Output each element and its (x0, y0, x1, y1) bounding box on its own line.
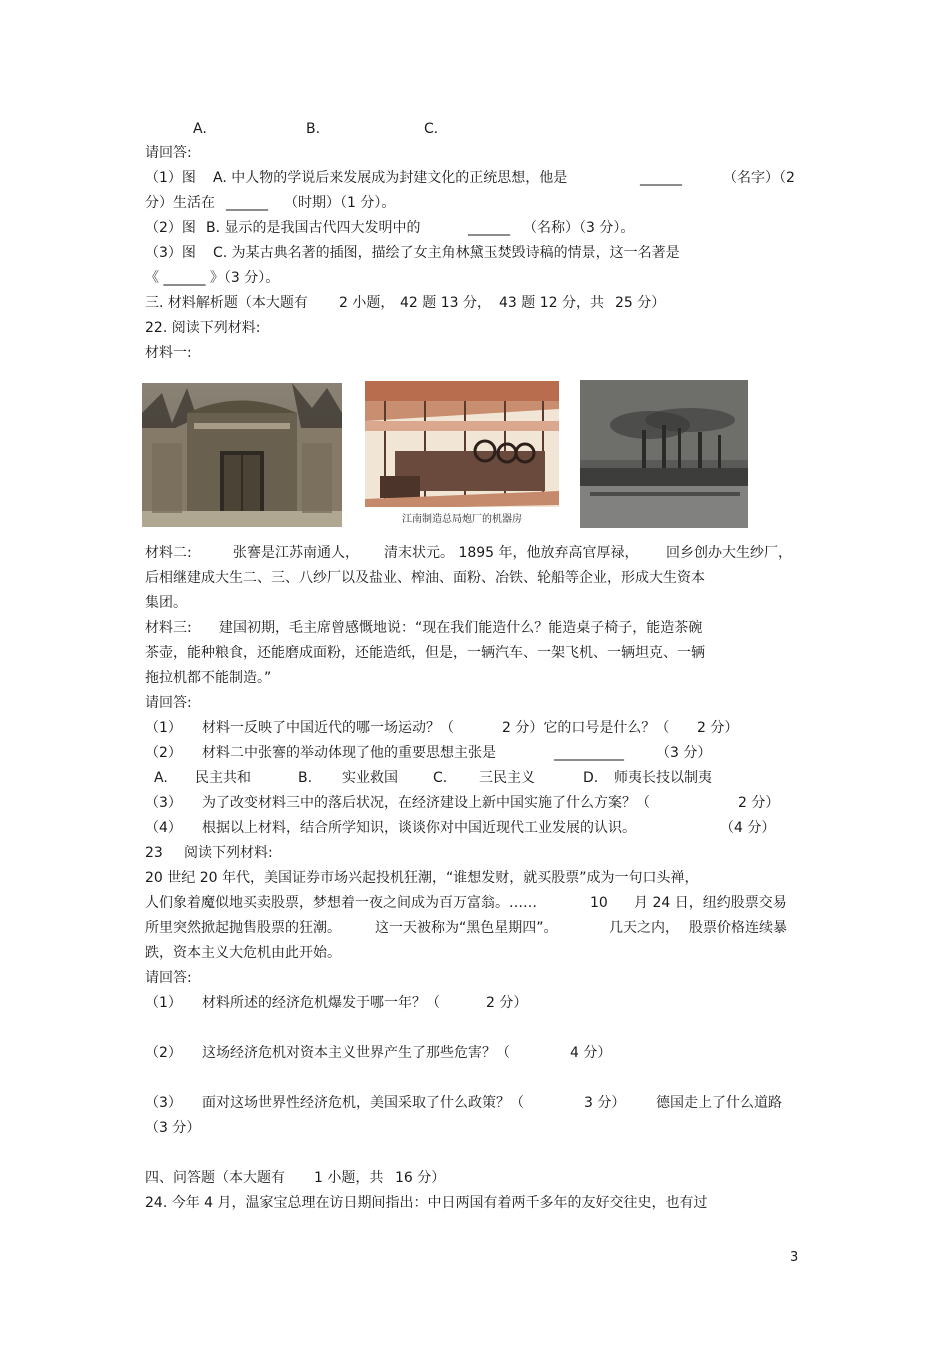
q22-sub4: （4） 根据以上材料，结合所学知识，谈谈你对中国近现代工业发展的认识。 （4 分） (145, 820, 776, 836)
photo-caption: 江南制造总局炮厂的机器房 (402, 514, 522, 525)
q23-material-line1: 20 世纪 20 年代，美国证券市场兴起投机狂潮，“谁想发财，就买股票”成为一句口头禅， (145, 870, 699, 886)
q22-sub1: （1） 材料一反映了中国近代的哪一场运动？（ 2 分）它的口号是什么？（ 2 分） (145, 720, 739, 736)
factory-chimneys-photo (580, 380, 748, 528)
page-number: 3 (790, 1250, 799, 1265)
q23-sub1: （1） 材料所述的经济危机爆发于哪一年？（ 2 分） (145, 995, 528, 1011)
material-1-label: 材料一: (145, 345, 192, 361)
q22-title: 22. 阅读下列材料: (145, 320, 261, 336)
label-b: B. (306, 121, 321, 137)
q23-title: 23 阅读下列材料: (145, 845, 273, 861)
q23-sub2: （2） 这场经济危机对资本主义世界产生了那些危害？（ 4 分） (145, 1045, 612, 1061)
q22-prompt: 请回答: (145, 695, 192, 711)
answer-blank: ______ (640, 170, 682, 186)
q23-material-line4: 跌，资本主义大危机由此开始。 (145, 945, 341, 961)
material-2-line2: 后相继建成大生二、三、八纱厂以及盐业、榨油、面粉、冶铁、轮船等企业，形成大生资本 (145, 570, 705, 586)
label-c: C. (424, 121, 439, 137)
q22-sub2: （2） 材料二中张謇的举动体现了他的重要思想主张是 __________ （3 分） (0, 741, 950, 765)
section-3-heading: 三. 材料解析题（本大题有 2 小题， 42 题 13 分， 43 题 12 分，共 25 分） (145, 295, 666, 311)
q22-options: A. 民主共和 B. 实业救国 C. 三民主义 D. 师夷长技以制夷 (154, 770, 712, 786)
q21-sub3: （3）图 C. 为某古典名著的插图，描绘了女主角林黛玉焚毁诗稿的情景，这一名著是 (145, 245, 680, 261)
q24-text: 24. 今年 4 月，温家宝总理在访日期间指出：中日两国有着两千多年的友好交往史，也有过 (145, 1195, 708, 1211)
q21-sub2: （2）图 B. 显示的是我国古代四大发明中的 ______ （名称）（3 分）。 (0, 216, 950, 240)
material-3-line3: 拖拉机都不能制造。” (145, 670, 272, 686)
machine-room-photo (365, 381, 559, 529)
answer-blank: ______ (226, 195, 268, 211)
label-a: A. (193, 121, 207, 137)
answer-blank: ______ (468, 220, 510, 236)
q23-prompt: 请回答: (145, 970, 192, 986)
q21-sub1-cont: 分）生活在 ______ （时期）（1 分）。 (0, 191, 950, 215)
material-3-line2: 茶壶，能种粮食，还能磨成面粉，还能造纸，但是，一辆汽车、一架飞机、一辆坦克、一辆 (145, 645, 705, 661)
figure-labels-row (0, 117, 950, 141)
q22-sub3: （3） 为了改变材料三中的落后状况，在经济建设上新中国实施了什么方案？（ 2 分） (145, 795, 780, 811)
section-4-heading: 四、问答题（本大题有 1 小题，共 16 分） (145, 1170, 446, 1186)
q23-material-line2: 人们象着魔似地买卖股票，梦想着一夜之间成为百万富翁。…… 10 月 24 日，纽约股票交易 (145, 895, 787, 911)
q23-sub3: （3） 面对这场世界性经济危机，美国采取了什么政策？（ 3 分） 德国走上了什么道路 (145, 1095, 782, 1111)
material-3-line1: 材料三: 建国初期，毛主席曾感慨地说：“现在我们能造什么？能造桌子椅子，能造茶碗 (145, 620, 703, 636)
q21-sub1: （1）图 A. 中人物的学说后来发展成为封建文化的正统思想，他是 ______ （名字）（2 (0, 166, 950, 190)
q21-prompt: 请回答: (145, 145, 192, 161)
answer-blank: __________ (554, 745, 624, 761)
q21-sub3-cont: 《 ______ 》（3 分）。 (145, 270, 280, 286)
q23-sub3-cont: （3 分） (145, 1120, 201, 1136)
material-2-line1: 材料二: 张謇是江苏南通人， 清末状元。 1895 年，他放弃高官厚禄， 回乡创办大生纱厂， (145, 545, 792, 561)
q23-material-line3: 所里突然掀起抛售股票的狂潮。 这一天被称为“黑色星期四”。 几天之内， 股票价格连续暴 (145, 920, 787, 936)
material-2-line3: 集团。 (145, 595, 187, 611)
gate-photo (142, 383, 342, 527)
